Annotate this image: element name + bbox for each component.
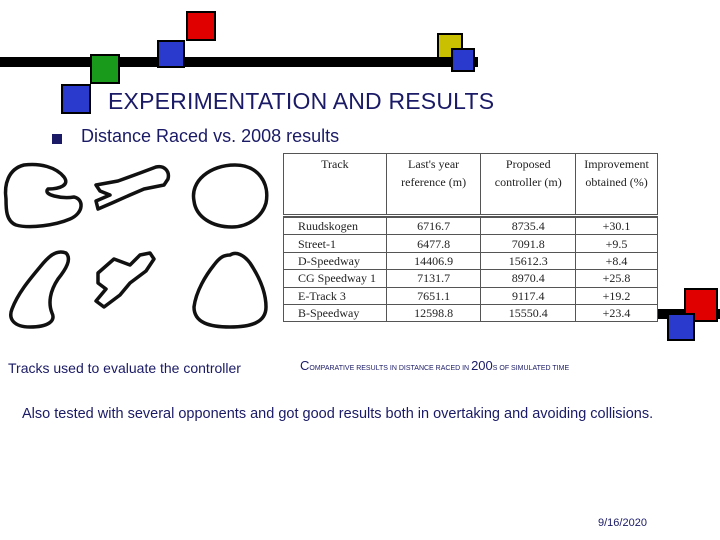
cell-proposed: 8970.4 — [481, 270, 576, 287]
table-row — [284, 270, 658, 287]
table-header-row — [284, 154, 658, 216]
table-caption — [300, 358, 569, 373]
cell-proposed: 9117.4 — [481, 287, 576, 304]
cell-reference: 6716.7 — [386, 218, 481, 235]
cell-reference: 7651.1 — [386, 287, 481, 304]
table-caption-initial: C — [300, 358, 310, 373]
cell-track: Street-1 — [284, 235, 387, 252]
tracks-image — [0, 155, 280, 335]
deco-square-blue-top — [157, 40, 185, 68]
slide-title: EXPERIMENTATION AND RESULTS — [108, 88, 495, 114]
cell-improvement: +23.4 — [576, 304, 658, 321]
cell-improvement: +25.8 — [576, 270, 658, 287]
cell-improvement: +9.5 — [576, 235, 658, 252]
deco-square-blue-left — [61, 84, 91, 114]
deco-square-red-top — [186, 11, 216, 41]
tracks-caption: Tracks used to evaluate the controller — [8, 360, 241, 376]
cell-track: D-Speedway — [284, 252, 387, 269]
cell-improvement: +30.1 — [576, 218, 658, 235]
table-row — [284, 235, 658, 252]
cell-track: E-Track 3 — [284, 287, 387, 304]
header-proposed: Proposed controller (m) — [481, 154, 576, 216]
track-outline-street-1 — [96, 167, 168, 209]
table-row — [284, 218, 658, 235]
cell-track: Ruudskogen — [284, 218, 387, 235]
cell-track: B-Speedway — [284, 304, 387, 321]
deco-square-blue-right-top — [451, 48, 475, 72]
bullet-text: Distance Raced vs. 2008 results — [81, 126, 340, 146]
cell-proposed: 15550.4 — [481, 304, 576, 321]
cell-proposed: 7091.8 — [481, 235, 576, 252]
cell-reference: 12598.8 — [386, 304, 481, 321]
table-row — [284, 287, 658, 304]
track-outline-d-speedway — [193, 165, 266, 227]
table-caption-text: OMPARATIVE RESULTS IN DISTANCE RACED IN — [309, 365, 472, 372]
track-outline-cg-speedway — [11, 252, 69, 327]
top-deco-line — [0, 57, 478, 67]
table-caption-number: 200 — [471, 358, 493, 373]
track-outline-b-speedway — [194, 253, 266, 327]
cell-reference: 7131.7 — [386, 270, 481, 287]
track-outline-e-track-3 — [96, 253, 154, 307]
slide-date: 9/16/2020 — [598, 517, 647, 529]
cell-reference: 6477.8 — [386, 235, 481, 252]
header-improvement: Improvement obtained (%) — [576, 154, 658, 216]
cell-improvement: +8.4 — [576, 252, 658, 269]
header-track: Track — [284, 154, 387, 216]
table-row — [284, 252, 658, 269]
deco-square-green — [90, 54, 120, 84]
cell-proposed: 15612.3 — [481, 252, 576, 269]
results-table — [283, 153, 658, 322]
track-outline-ruudskogen — [6, 165, 82, 227]
cell-track: CG Speedway 1 — [284, 270, 387, 287]
cell-reference: 14406.9 — [386, 252, 481, 269]
table-row — [284, 304, 658, 321]
cell-proposed: 8735.4 — [481, 218, 576, 235]
bullet-square-icon — [52, 134, 62, 144]
header-reference: Last's year reference (m) — [386, 154, 481, 216]
table-caption-suffix: S OF SIMULATED TIME — [492, 365, 570, 372]
cell-improvement: +19.2 — [576, 287, 658, 304]
deco-square-blue-right — [667, 313, 695, 341]
results-note: Also tested with several opponents and got good results both in overtaking and avoiding collisions. — [22, 406, 654, 422]
